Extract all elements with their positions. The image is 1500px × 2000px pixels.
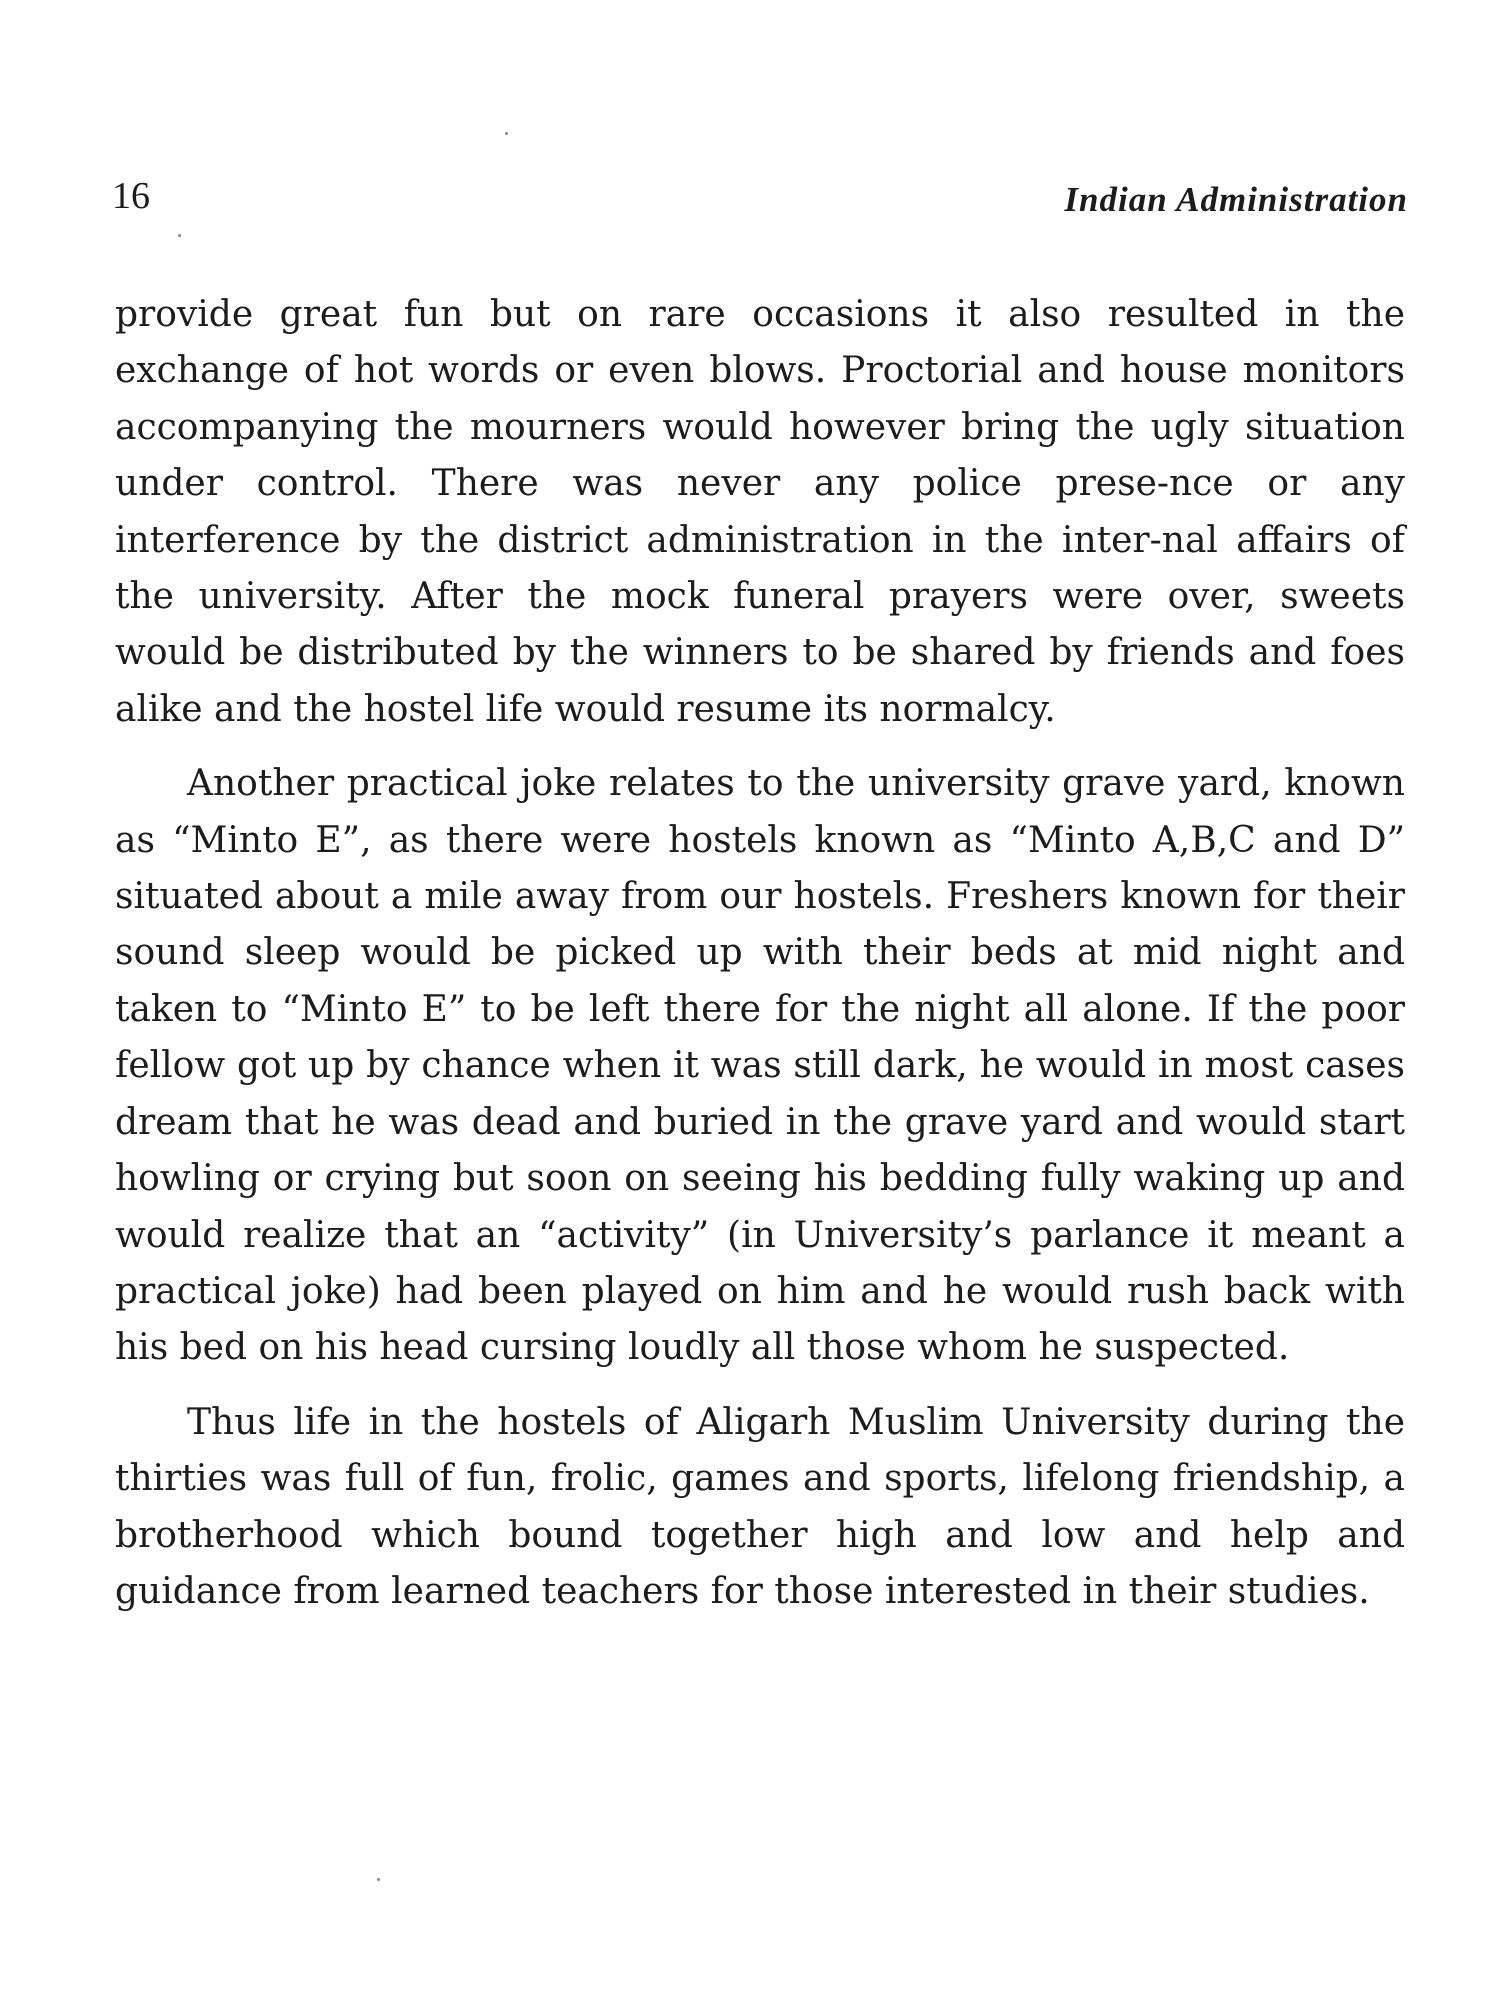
scan-speck: [377, 1878, 380, 1881]
paragraph-minto-e: Another practical joke relates to the university grave yard, known as “Minto E”, as there were hostels known as “Minto A,B,C and D” situated about a mile away from our hostels. Freshers known for their sound sleep would be picked up with their beds at mid night and taken to “Minto E” to be left there for the night all alone. If the poor fellow got up by chance when it was still dark, he would in most cases dream that he was dead and buried in the grave yard and would start howling or crying but soon on seeing his bedding fully waking up and would realize that an “activity” (in University’s parlance it meant a practical joke) had been played on him and he would rush back with his bed on his head cursing loudly all those whom he suspected.: [115, 763, 1405, 1369]
body-text: [115, 287, 1405, 1620]
page-number: 16: [112, 175, 150, 217]
paragraph-continuation: provide great fun but on rare occasions it also resulted in the exchange of hot words or even blows. Proctorial and house monitors accompanying the mourners would however bring the ugly situation under control. There was never any police prese-nce or any interference by the district administration in the inter-nal affairs of the university. After the mock funeral prayers were over, sweets would be distributed by the winners to be shared by friends and foes alike and the hostel life would resume its normalcy.: [115, 294, 1405, 730]
scan-speck: [178, 234, 181, 237]
paragraph-conclusion: Thus life in the hostels of Aligarh Muslim University during the thirties was full of fun, frolic, games and sports, lifelong friendship, a brotherhood which bound together high and low and help and guidance from learned teachers for those interested in their studies.: [115, 1401, 1405, 1612]
running-title: Indian Administration: [1064, 180, 1408, 219]
scan-speck: [505, 132, 508, 135]
